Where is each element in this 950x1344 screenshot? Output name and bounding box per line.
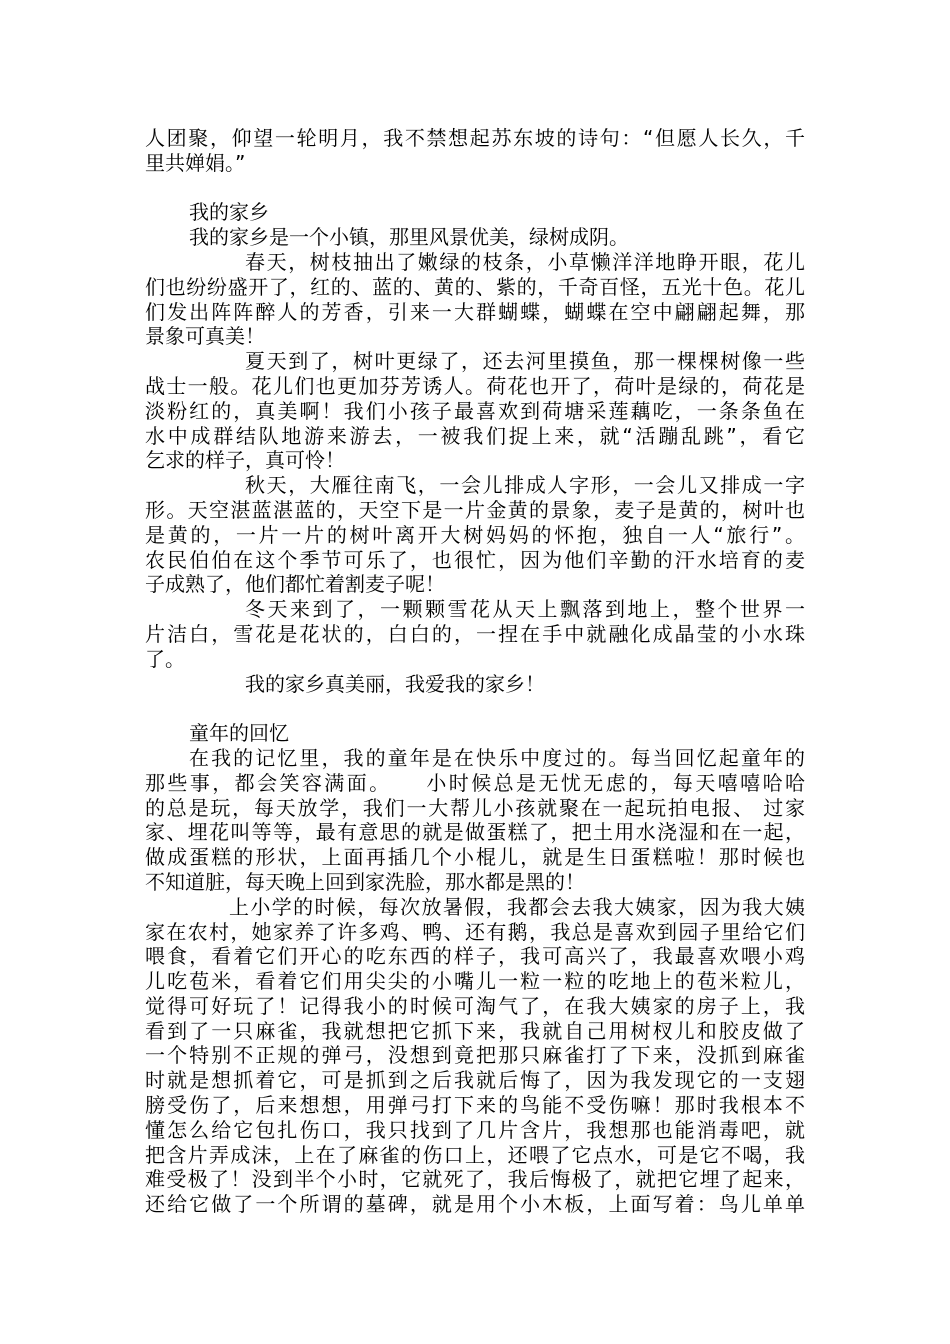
text-line: 秋天，大雁往南飞，一会儿排成人字形，一会儿又排成一字: [245, 473, 805, 498]
text-line: 的总是玩，每天放学，我们一大帮儿小孩就聚在一起玩拍电报、 过家: [145, 795, 805, 820]
text-line: 懂怎么给它包扎伤口，我只找到了几片含片，我想那也能消毒吧，就: [145, 1117, 805, 1142]
text-line: 喂食，看着它们开心的吃东西的样子，我可高兴了，我最喜欢喂小鸡: [145, 944, 805, 969]
text-line: 膀受伤了，后来想想，用弹弓打下来的鸟能不受伤嘛！那时我根本不: [145, 1093, 805, 1118]
lead-line: 我的家乡是一个小镇，那里风景优美，绿树成阴。: [189, 225, 629, 250]
paragraph-spring: [145, 250, 805, 349]
text-line: 家、埋花叫等等，最有意思的就是做蛋糕了，把土用水浇湿和在一起，: [145, 820, 805, 845]
text-line: 觉得可好玩了！记得我小的时候可淘气了，在我大姨家的房子上，我: [145, 993, 805, 1018]
text-line: 把含片弄成沫，上在了麻雀的伤口上，还喂了它点水，可是它不喝，我: [145, 1142, 805, 1167]
text-line: 子成熟了，他们都忙着割麦子呢！: [145, 572, 445, 597]
text-line: 时就是想抓着它，可是抓到之后我就后悔了，因为我发现它的一支翅: [145, 1068, 805, 1093]
text-line: 一个特别不正规的弹弓，没想到竟把那只麻雀打了下来，没抓到麻雀: [145, 1043, 805, 1068]
text-line: 里共婵娟。”: [145, 150, 246, 175]
text-line: 景象可真美！: [145, 324, 265, 349]
text-line: 上小学的时候，每次放暑假，我都会去我大姨家，因为我大姨: [229, 894, 805, 919]
essay-childhood: [145, 721, 805, 1217]
text-line: 那些事，都会笑容满面。 小时候总是无忧无虑的，每天嘻嘻哈哈: [145, 770, 805, 795]
text-line: 了。: [145, 646, 185, 671]
text-line: 冬天来到了，一颗颗雪花从天上飘落到地上，整个世界一: [245, 597, 805, 622]
spacer: [145, 176, 805, 201]
text-line: 夏天到了，树叶更绿了，还去河里摸鱼，那一棵棵树像一些: [245, 349, 805, 374]
text-line: 乞求的样子，真可怜！: [145, 448, 345, 473]
document-page: [145, 126, 805, 1217]
text-line: 是黄的，一片一片的树叶离开大树妈妈的怀抱，独自一人“旅行”。: [145, 522, 805, 547]
essay-title: 我的家乡: [189, 200, 269, 225]
ending-line: 我的家乡真美丽，我爱我的家乡！: [245, 671, 545, 696]
essay-hometown: [145, 200, 805, 696]
text-line: 形。天空湛蓝湛蓝的，天空下是一片金黄的景象，麦子是黄的，树叶也: [145, 497, 805, 522]
paragraph-summer: [145, 349, 805, 473]
spacer: [145, 696, 805, 721]
text-line: 还给它做了一个所谓的墓碑，就是用个小木板，上面写着：鸟儿单单: [145, 1192, 805, 1217]
text-line: 片洁白，雪花是花状的，白白的，一捏在手中就融化成晶莹的小水珠: [145, 621, 805, 646]
text-line: 做成蛋糕的形状，上面再插几个小棍儿，就是生日蛋糕啦！那时候也: [145, 845, 805, 870]
text-line: 水中成群结队地游来游去，一被我们捉上来，就“活蹦乱跳”，看它: [145, 423, 805, 448]
paragraph-childhood-2: [145, 895, 805, 1217]
text-line: 人团聚，仰望一轮明月，我不禁想起苏东坡的诗句：“但愿人长久，千: [145, 126, 805, 150]
text-line: 们发出阵阵醉人的芳香，引来一大群蝴蝶，蝴蝶在空中翩翩起舞，那: [145, 299, 805, 324]
text-line: 儿吃苞米，看着它们用尖尖的小嘴儿一粒一粒的吃地上的苞米粒儿，: [145, 969, 805, 994]
text-line: 在我的记忆里，我的童年是在快乐中度过的。每当回忆起童年的: [189, 745, 805, 770]
intro-paragraph: [145, 126, 805, 176]
text-line: 不知道脏，每天晚上回到家洗脸，那水都是黑的！: [145, 869, 585, 894]
text-line: 们也纷纷盛开了，红的、蓝的、黄的、紫的，千奇百怪，五光十色。花儿: [145, 274, 805, 299]
text-line: 淡粉红的，真美啊！我们小孩子最喜欢到荷塘采莲藕吃，一条条鱼在: [145, 398, 805, 423]
text-line: 农民伯伯在这个季节可乐了，也很忙，因为他们辛勤的汗水培育的麦: [145, 547, 805, 572]
text-line: 战士一般。花儿们也更加芬芳诱人。荷花也开了，荷叶是绿的，荷花是: [145, 373, 805, 398]
text-line: 看到了一只麻雀，我就想把它抓下来，我就自己用树杈儿和胶皮做了: [145, 1018, 805, 1043]
text-line: 家在农村，她家养了许多鸡、鸭、还有鹅，我总是喜欢到园子里给它们: [145, 919, 805, 944]
paragraph-childhood-1: [145, 746, 805, 895]
text-line: 难受极了！没到半个小时，它就死了，我后悔极了，就把它埋了起来，: [145, 1167, 805, 1192]
paragraph-winter: [145, 597, 805, 671]
paragraph-autumn: [145, 473, 805, 597]
essay-title: 童年的回忆: [189, 721, 289, 746]
text-line: 春天，树枝抽出了嫩绿的枝条，小草懒洋洋地睁开眼，花儿: [245, 249, 805, 274]
